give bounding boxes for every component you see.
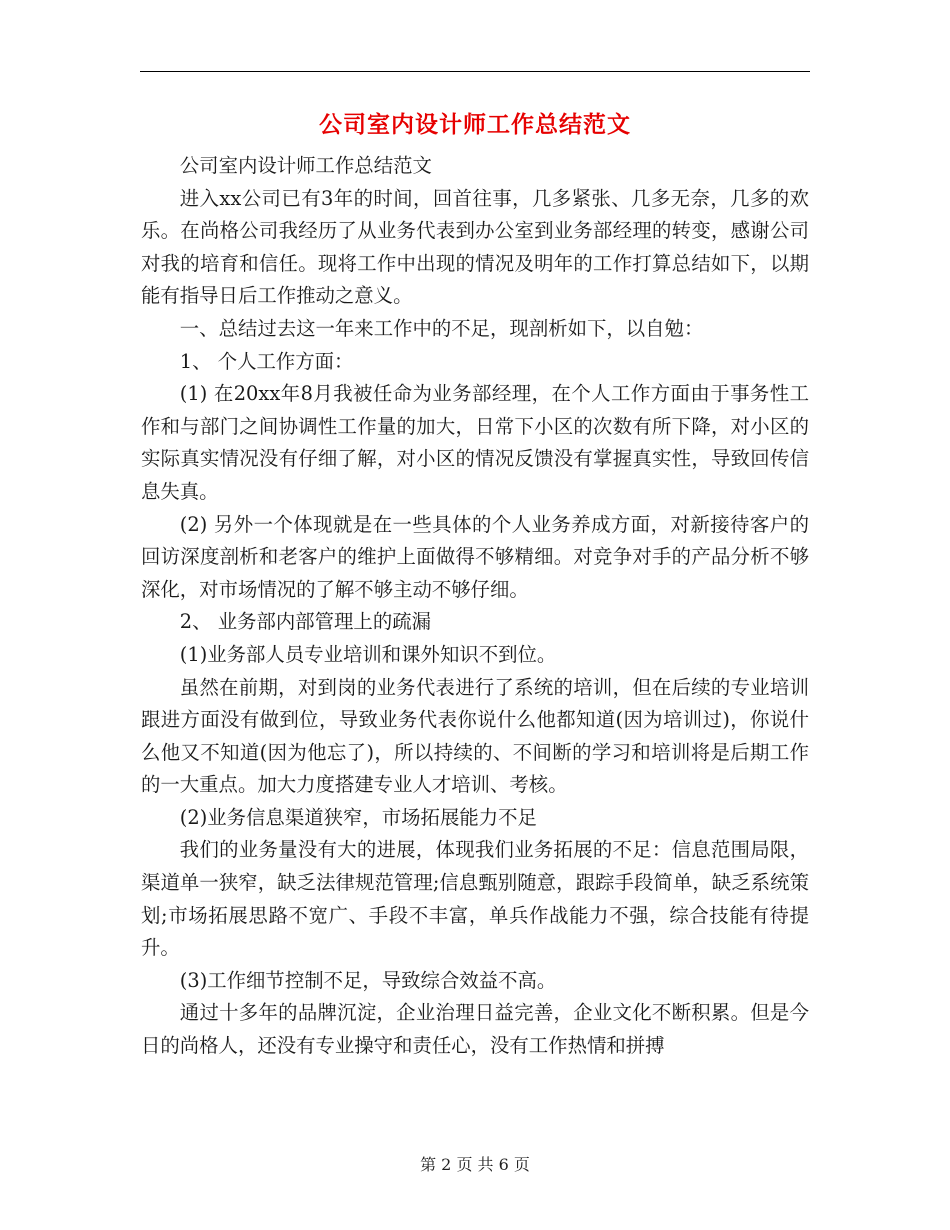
paragraph: 我们的业务量没有大的进展，体现我们业务拓展的不足：信息范围局限，渠道单一狭窄，缺乏法律规范管理;信息甄别随意，跟踪手段简单，缺乏系统策划;市场拓展思路不宽广、手段不丰富，单兵作战能力不强，综合技能有待提升。	[141, 838, 809, 960]
paragraph: 进入xx公司已有3年的时间，回首往事，几多紧张、几多无奈，几多的欢乐。在尚格公司我经历了从业务代表到办公室到业务部经理的转变，感谢公司对我的培育和信任。现将工作中出现的情况及明年的工作打算总结如下，以期能有指导日后工作推动之意义。	[141, 186, 809, 308]
paragraph: (2) 另外一个体现就是在一些具体的个人业务养成方面，对新接待客户的回访深度剖析和老客户的维护上面做得不够精细。对竞争对手的产品分析不够深化，对市场情况的了解不够主动不够仔细。	[141, 512, 809, 601]
paragraph: 一、总结过去这一年来工作中的不足，现剖析如下，以自勉：	[179, 316, 704, 340]
paragraph: 1、 个人工作方面：	[179, 349, 354, 373]
paragraph: 公司室内设计师工作总结范文	[179, 154, 432, 177]
paragraph: (1)业务部人员专业培训和课外知识不到位。	[179, 642, 557, 666]
paragraph: 虽然在前期，对到岗的业务代表进行了系统的培训，但在后续的专业培训跟进方面没有做到位，导致业务代表你说什么他都知道(因为培训过)，你说什么他又不知道(因为他忘了)，所以持续的、不间断的学习和培训将是后期工作的一大重点。加大力度搭建专业人才培训、考核。	[141, 675, 809, 797]
document-title: 公司室内设计师工作总结范文	[319, 111, 631, 138]
page-number-footer: 第 2 页 共 6 页	[420, 1155, 530, 1174]
document-body	[141, 150, 809, 1063]
paragraph: (1) 在20xx年8月我被任命为业务部经理，在个人工作方面由于事务性工作和与部门之间协调性工作量的加大，日常下小区的次数有所下降，对小区的实际真实情况没有仔细了解，对小区的情况反馈没有掌握真实性，导致回传信息失真。	[141, 382, 809, 503]
header-rule	[140, 71, 810, 72]
paragraph: (3)工作细节控制不足，导致综合效益不高。	[179, 968, 557, 992]
paragraph: (2)业务信息渠道狭窄，市场拓展能力不足	[179, 805, 537, 829]
paragraph: 2、 业务部内部管理上的疏漏	[179, 610, 431, 634]
paragraph: 通过十多年的品牌沉淀，企业治理日益完善，企业文化不断积累。但是今日的尚格人，还没有专业操守和责任心，没有工作热情和拼搏	[141, 1001, 809, 1058]
